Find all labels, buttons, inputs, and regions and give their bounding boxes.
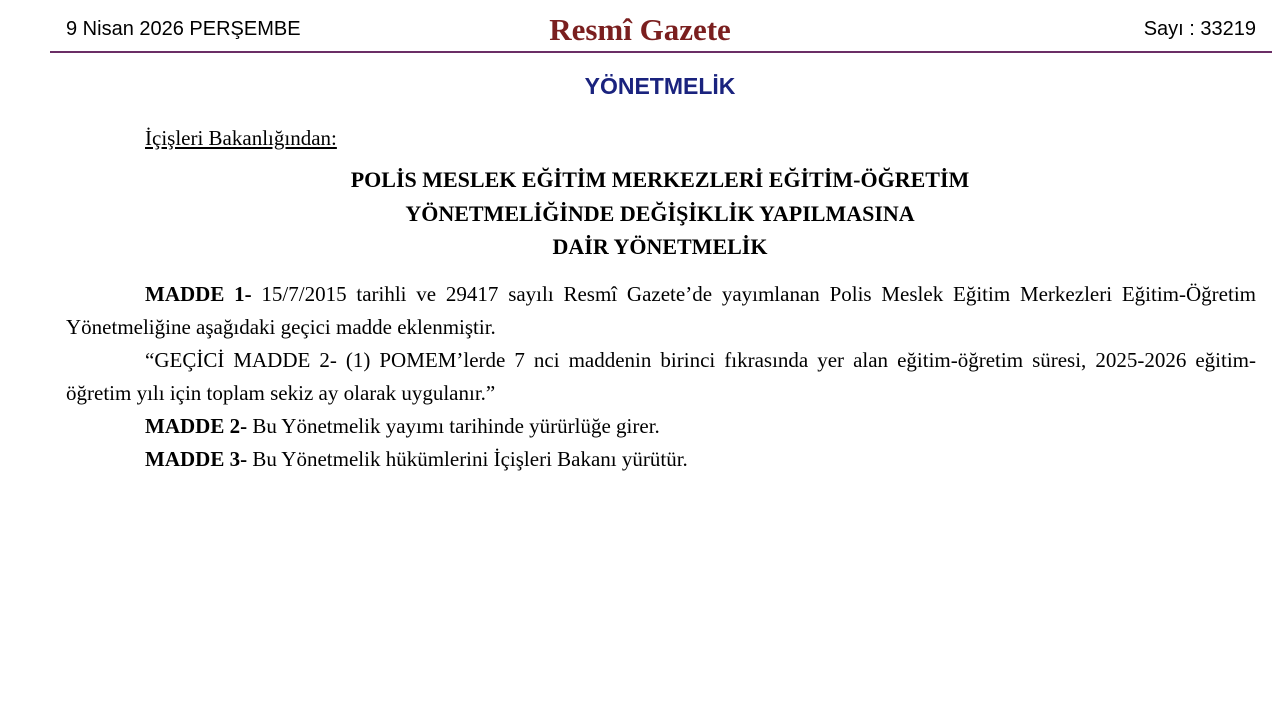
regulation-title-line-2: YÖNETMELİĞİNDE DEĞİŞİKLİK YAPILMASINA xyxy=(405,200,915,226)
temporary-article-text: “GEÇİCİ MADDE 2- (1) POMEM’lerde 7 nci maddenin birinci fıkrasında yer alan eğitim-öğretim süresi, 2025-2026 eğitim-öğretim yılı için toplam sekiz ay olarak uygulanır.” xyxy=(66,348,1256,405)
article-1-label: MADDE 1- xyxy=(145,282,252,306)
regulation-title-line-3: DAİR YÖNETMELİK xyxy=(552,234,768,259)
issuing-authority: İçişleri Bakanlığından: xyxy=(145,126,337,150)
article-3 xyxy=(66,443,1256,476)
regulation-title-line-1: POLİS MESLEK EĞİTİM MERKEZLERİ EĞİTİM-ÖĞRETİM xyxy=(350,167,970,192)
article-1-text: 15/7/2015 tarihli ve 29417 sayılı Resmî Gazete’de yayımlanan Polis Meslek Eğitim Merkezleri Eğitim-Öğretim Yönetmeliğine aşağıdaki geçici madde eklenmiştir. xyxy=(66,282,1256,339)
issue-date: 9 Nisan 2026 PERŞEMBE xyxy=(66,18,301,40)
article-2-text: Bu Yönetmelik yayımı tarihinde yürürlüğe girer. xyxy=(247,414,660,438)
article-1 xyxy=(66,278,1256,344)
regulation-title xyxy=(0,163,1280,264)
gazette-title: Resmî Gazete xyxy=(549,12,731,47)
temporary-article xyxy=(66,344,1256,410)
header-divider xyxy=(50,51,1272,53)
section-heading: YÖNETMELİK xyxy=(584,73,736,99)
gazette-header xyxy=(0,0,1280,54)
article-3-label: MADDE 3- xyxy=(145,447,248,471)
article-3-text: Bu Yönetmelik hükümlerini İçişleri Bakanı yürütür. xyxy=(247,447,688,471)
article-2 xyxy=(66,410,1256,443)
issue-number: Sayı : 33219 xyxy=(1143,18,1256,40)
article-2-label: MADDE 2- xyxy=(145,414,248,438)
regulation-body xyxy=(66,278,1256,476)
